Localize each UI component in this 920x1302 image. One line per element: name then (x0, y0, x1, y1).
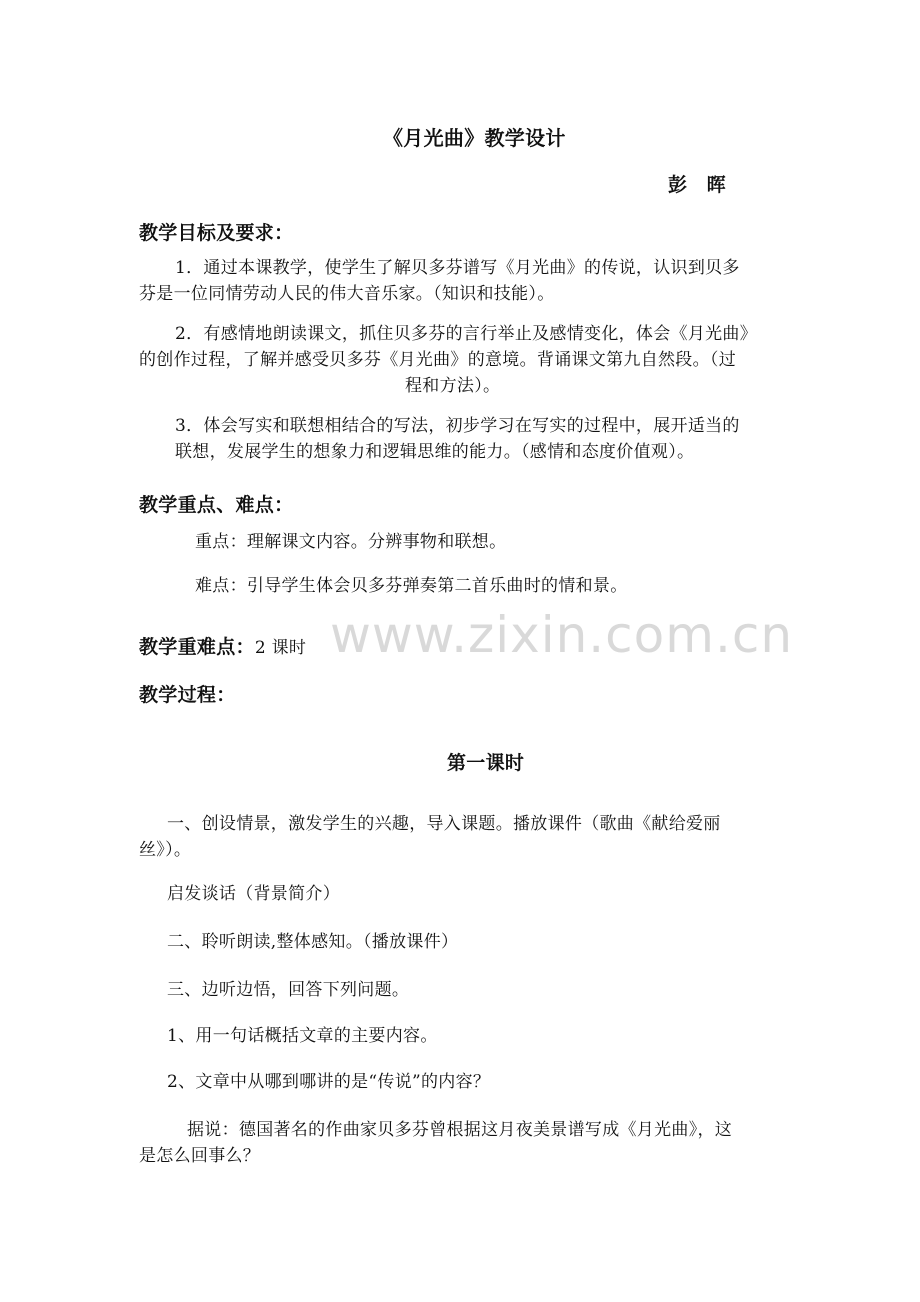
process-heading: 教学过程： (139, 684, 236, 706)
page-title: 《月光曲》教学设计 (383, 126, 566, 150)
question-2: 2、文章中从哪到哪讲的是“传说”的内容？ (167, 1072, 491, 1092)
objective-2-line-2: 的创作过程，了解并感受贝多芬《月光曲》的意境。背诵课文第九自然段。（过 (139, 350, 736, 370)
key-point-text: 重点：理解课文内容。分辨事物和联想。 (195, 532, 507, 552)
step-1-line-1: 一、创设情景，激发学生的兴趣，导入课题。播放课件（歌曲《献给爱丽 (167, 814, 721, 834)
legend-line-2: 是怎么回事么？ (139, 1146, 261, 1166)
class-hours-heading: 教学重难点： (139, 636, 255, 658)
objectives-heading: 教学目标及要求： (139, 222, 294, 244)
objective-3-line-2: 联想，发展学生的想象力和逻辑思维的能力。（感情和态度价值观）。 (175, 442, 695, 462)
question-1: 1、用一句话概括文章的主要内容。 (167, 1026, 438, 1046)
author-name: 彭 晖 (668, 174, 726, 196)
step-1-line-2: 丝》）。 (139, 840, 192, 860)
class-hours-value: 2 课时 (254, 638, 307, 658)
objective-3-line-1: 3．体会写实和联想相结合的写法，初步学习在写实的过程中，展开适当的 (175, 416, 740, 436)
class-hours-line (139, 638, 306, 657)
step-3: 三、边听边悟，回答下列问题。 (167, 980, 410, 1000)
objective-1-line-2: 芬是一位同情劳动人民的伟大音乐家。（知识和技能）。 (139, 284, 555, 304)
objective-2-line-1: 2．有感情地朗读课文，抓住贝多芬的言行举止及感情变化，体会《月光曲》 (175, 324, 758, 344)
watermark: www.zixin.com.cn (330, 606, 794, 664)
key-points-heading: 教学重点、难点： (139, 494, 294, 516)
objective-2-line-3: 程和方法）。 (405, 376, 501, 396)
legend-line-1: 据说：德国著名的作曲家贝多芬曾根据这月夜美景谱写成《月光曲》，这 (187, 1120, 733, 1140)
difficult-point-text: 难点：引导学生体会贝多芬弹奏第二首乐曲时的情和景。 (195, 576, 628, 596)
objective-1-line-1: 1．通过本课教学，使学生了解贝多芬谱写《月光曲》的传说，认识到贝多 (175, 258, 740, 278)
step-1-note: 启发谈话（背景简介） (167, 884, 340, 904)
lesson-1-heading: 第一课时 (447, 752, 525, 774)
step-2: 二、聆听朗读,整体感知。（播放课件） (167, 932, 459, 952)
